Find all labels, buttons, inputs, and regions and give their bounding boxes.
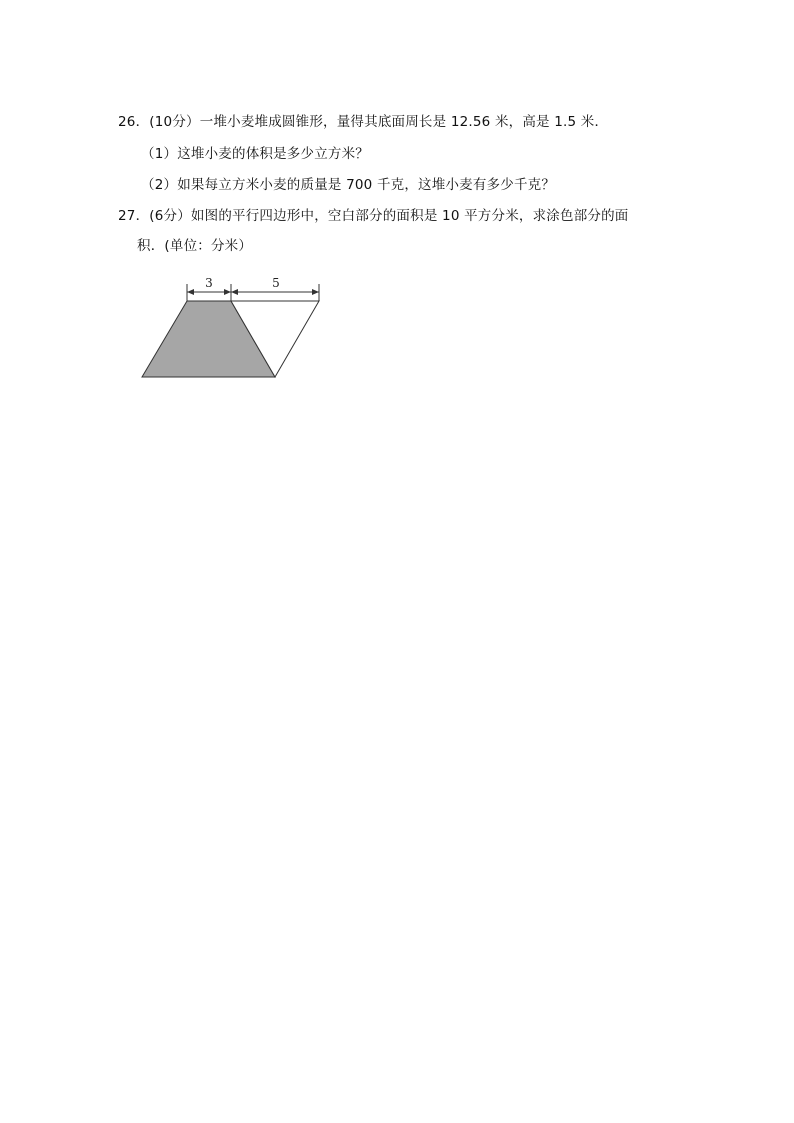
question-27-text: 27．(6分）如图的平行四边形中，空白部分的面积是 10 平方分米，求涂色部分的面	[118, 208, 629, 224]
question-26-text: 26．(10分）一堆小麦堆成圆锥形，量得其底面周长是 12.56 米，高是 1.5 米．	[118, 114, 609, 130]
arrowhead-5-left	[231, 289, 238, 295]
dimension-label-5: 5	[272, 276, 280, 290]
arrowhead-3-left	[187, 289, 194, 295]
parallelogram-figure	[130, 268, 330, 383]
arrowhead-3-right	[224, 289, 231, 295]
dimension-label-3: 3	[205, 276, 213, 290]
arrowhead-5-right	[312, 289, 319, 295]
question-26-part-2: （2）如果每立方米小麦的质量是 700 千克，这堆小麦有多少千克？	[141, 177, 556, 193]
question-27-text-continued: 积．(单位：分米）	[137, 238, 253, 254]
question-26-part-1: （1）这堆小麦的体积是多少立方米？	[141, 146, 369, 162]
